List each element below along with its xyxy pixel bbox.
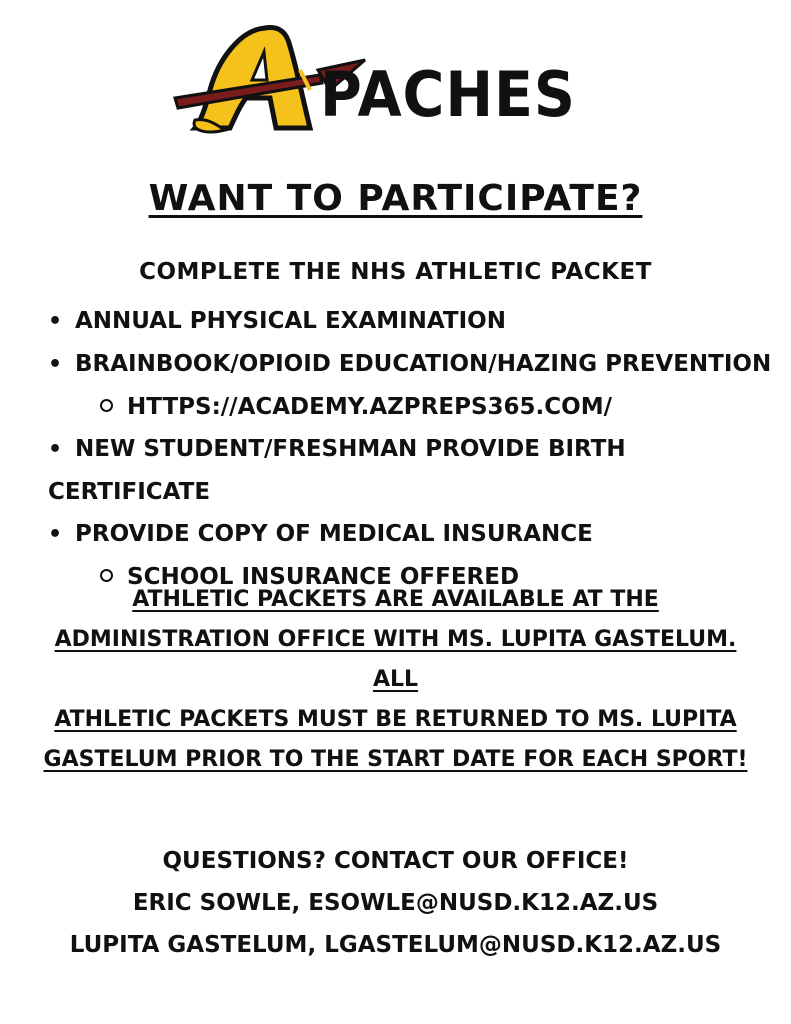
requirement-text: PROVIDE COPY OF MEDICAL INSURANCE [75, 521, 593, 547]
list-item [48, 428, 788, 513]
contact-block [0, 840, 791, 966]
apaches-logo [170, 20, 590, 140]
notice-line: ATHLETIC PACKETS MUST BE RETURNED TO MS. LUPITA [54, 707, 737, 732]
bullet-icon: • [48, 437, 63, 462]
bullet-icon: • [48, 309, 63, 334]
sub-list-item [48, 386, 788, 428]
notice-line: ADMINISTRATION OFFICE WITH MS. LUPITA GASTELUM. ALL [54, 627, 737, 692]
bullet-icon: • [48, 352, 63, 377]
requirement-subtext: SCHOOL INSURANCE OFFERED [127, 564, 520, 590]
notice-line: ATHLETIC PACKETS ARE AVAILABLE AT THE [132, 587, 659, 612]
requirement-text: NEW STUDENT/FRESHMAN PROVIDE BIRTH CERTIFICATE [48, 436, 626, 505]
requirement-text: ANNUAL PHYSICAL EXAMINATION [75, 308, 506, 334]
contact-heading: QUESTIONS? CONTACT OUR OFFICE! [162, 848, 629, 874]
academy-link[interactable]: HTTPS://ACADEMY.AZPREPS365.COM/ [127, 394, 612, 420]
requirements-list [48, 300, 788, 598]
bullet-icon: • [48, 522, 63, 547]
packet-notice [40, 580, 751, 780]
contact-eric[interactable]: ERIC SOWLE, ESOWLE@NUSD.K12.AZ.US [132, 890, 659, 916]
list-item [48, 513, 788, 556]
circle-bullet-icon [100, 399, 113, 412]
contact-lupita[interactable]: LUPITA GASTELUM, LGASTELUM@NUSD.K12.AZ.US [69, 932, 722, 958]
requirement-text: BRAINBOOK/OPIOID EDUCATION/HAZING PREVENTION [75, 351, 772, 377]
notice-line: GASTELUM PRIOR TO THE START DATE FOR EACH SPORT! [43, 747, 748, 772]
list-item [48, 343, 788, 386]
page-title: WANT TO PARTICIPATE? [148, 178, 643, 219]
logo-text: PACHES [320, 58, 576, 131]
list-item [48, 300, 788, 343]
packet-heading: COMPLETE THE NHS ATHLETIC PACKET [139, 259, 652, 285]
